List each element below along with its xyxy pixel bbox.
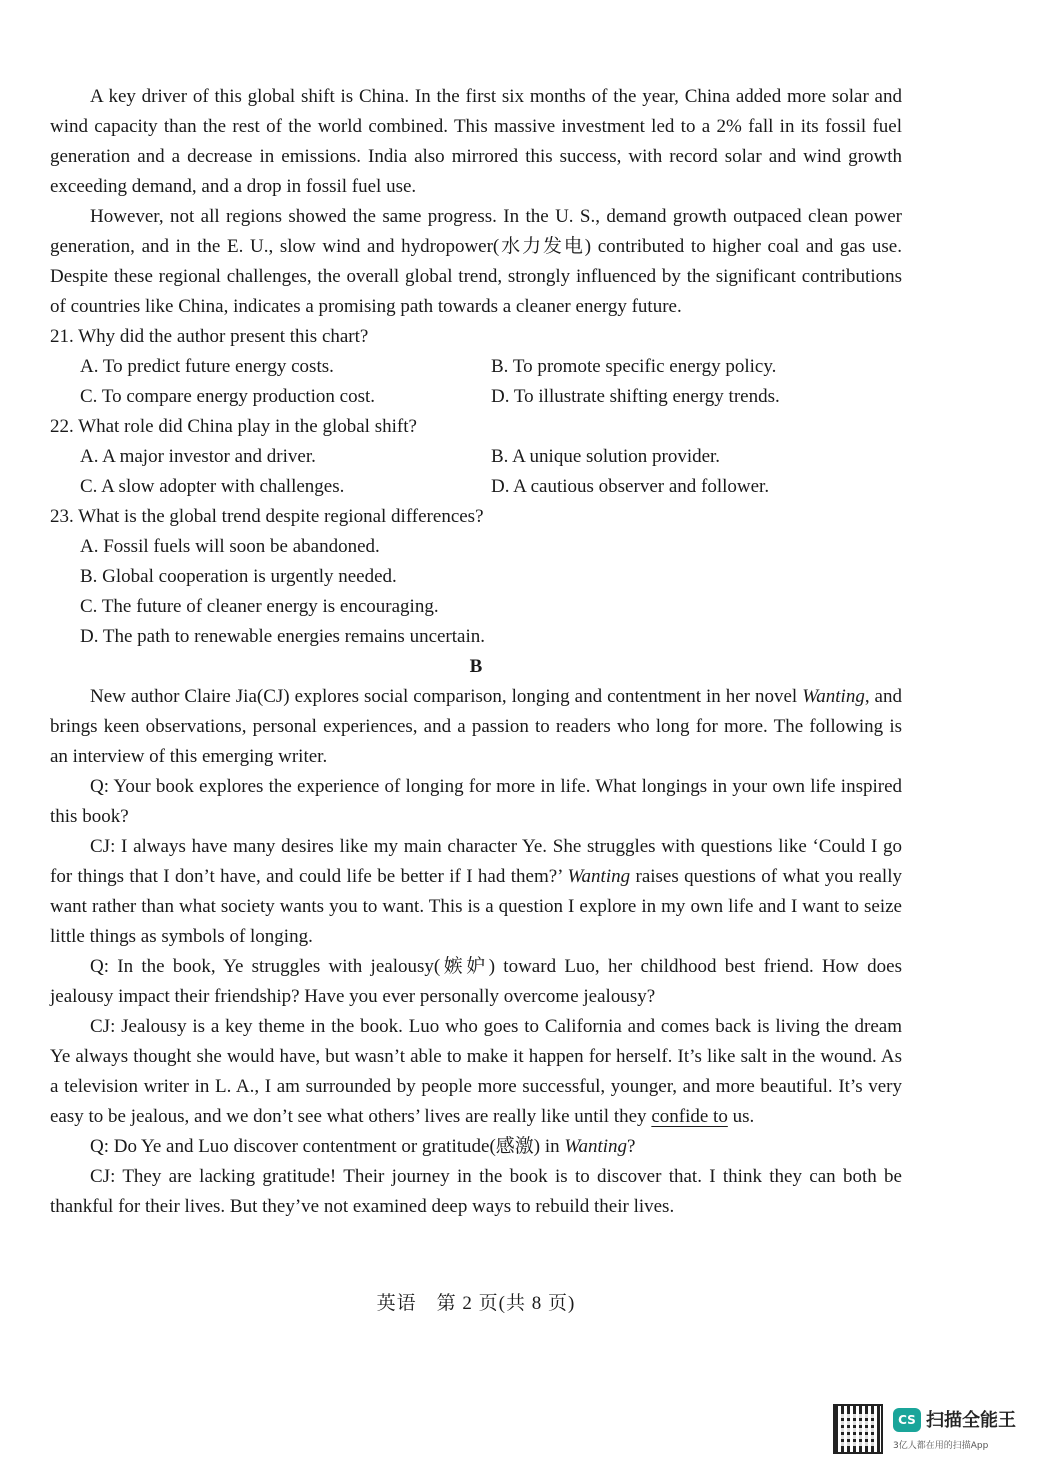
book-title: Wanting bbox=[564, 1136, 628, 1157]
qr-code-icon bbox=[833, 1404, 883, 1454]
passage-b-intro bbox=[50, 682, 902, 772]
book-title: Wanting bbox=[802, 686, 865, 707]
question-stem: 23. What is the global trend despite regional differences? bbox=[50, 506, 484, 527]
answer-text-1: CJ: I always have many desires like my main character Ye. She struggles with questions like ‘Could I go for things that I don’t have, and could life be better if I had them?’ bbox=[50, 836, 902, 887]
watermark-brand: 扫描全能王 bbox=[926, 1410, 1016, 1431]
option-b: B. A unique solution provider. bbox=[491, 446, 721, 467]
question-stem: 22. What role did China play in the global shift? bbox=[50, 416, 417, 437]
scanner-watermark bbox=[833, 1404, 1023, 1456]
answer-text-1: CJ: Jealousy is a key theme in the book. Luo who goes to California and comes back is living the dream Ye always thought she would have, but wasn’t able to make it happen for herself. It’s like salt in the wound. As a television writer in L. A., I am surrounded by people more successful, younger, and more beautiful. It’s very easy to be jealous, and we don’t see what others’ lives are really like until they bbox=[50, 1016, 902, 1127]
option-d: D. A cautious observer and follower. bbox=[491, 476, 770, 497]
option-list bbox=[50, 352, 902, 412]
option-list bbox=[50, 442, 902, 502]
book-title: Wanting bbox=[567, 866, 631, 887]
question-stem: 21. Why did the author present this chart? bbox=[50, 326, 369, 347]
option-a: A. A major investor and driver. bbox=[80, 446, 316, 467]
section-heading: B bbox=[469, 656, 483, 677]
interview-question-3 bbox=[50, 1132, 902, 1162]
question-23 bbox=[50, 502, 902, 652]
passage-a-paragraph-1: A key driver of this global shift is China. In the first six months of the year, China added more solar and wind capacity than the rest of the world combined. This massive investment led to a 2% fall in its fossil fuel generation and a decrease in emissions. India also mirrored this success, with record solar and wind growth exceeding demand, and a drop in fossil fuel use. bbox=[50, 86, 902, 197]
intro-text-2: , and brings keen observations, personal experiences, and a passion to readers who long for more. The following is an interview of this emerging writer. bbox=[50, 686, 902, 767]
option-a: A. To predict future energy costs. bbox=[80, 356, 334, 377]
option-c: C. To compare energy production cost. bbox=[80, 386, 376, 407]
option-d: D. To illustrate shifting energy trends. bbox=[491, 386, 780, 407]
option-a: A. Fossil fuels will soon be abandoned. bbox=[80, 536, 380, 557]
question-text-1: Q: Do Ye and Luo discover contentment or gratitude(感激) in bbox=[90, 1136, 565, 1157]
option-c: C. The future of cleaner energy is encouraging. bbox=[80, 596, 439, 617]
intro-text-1: New author Claire Jia(CJ) explores social comparison, longing and contentment in her novel bbox=[90, 686, 803, 707]
camscanner-logo-icon: CS bbox=[893, 1408, 921, 1432]
page-footer: 英语 第 2 页(共 8 页) bbox=[376, 1293, 576, 1314]
option-d: D. The path to renewable energies remains uncertain. bbox=[80, 626, 486, 647]
option-b: B. To promote specific energy policy. bbox=[491, 356, 777, 377]
answer-text-2: us. bbox=[727, 1106, 755, 1127]
option-b: B. Global cooperation is urgently needed. bbox=[80, 566, 397, 587]
interview-answer-2 bbox=[50, 1012, 902, 1132]
interview-question-2: Q: In the book, Ye struggles with jealousy(嫉妒) toward Luo, her childhood best friend. How does jealousy impact their friendship? Have you ever personally overcome jealousy? bbox=[50, 956, 902, 1007]
question-21 bbox=[50, 322, 902, 412]
question-22 bbox=[50, 412, 902, 502]
underlined-phrase: confide to bbox=[651, 1106, 728, 1127]
option-list bbox=[50, 532, 902, 652]
watermark-tagline: 3亿人都在用的扫描App bbox=[893, 1441, 989, 1451]
interview-answer-1 bbox=[50, 832, 902, 952]
passage-a-paragraph-2: However, not all regions showed the same progress. In the U. S., demand growth outpaced clean power generation, and in the E. U., slow wind and hydropower(水力发电) contributed to higher coal and gas use. Despite these regional challenges, the overall global trend, strongly influenced by the significant contributions of countries like China, indicates a promising path towards a cleaner energy future. bbox=[50, 206, 902, 317]
option-c: C. A slow adopter with challenges. bbox=[80, 476, 345, 497]
interview-question-1: Q: Your book explores the experience of longing for more in life. What longings in your own life inspired this book? bbox=[50, 776, 902, 827]
answer-text-2: raises questions of what you really want rather than what society wants you to want. This is a question I explore in my own life and I want to seize little things as symbols of longing. bbox=[50, 866, 902, 947]
interview-answer-3: CJ: They are lacking gratitude! Their journey in the book is to discover that. I think they can both be thankful for their lives. But they’ve not examined deep ways to rebuild their lives. bbox=[50, 1166, 902, 1217]
question-text-2: ? bbox=[627, 1136, 636, 1157]
exam-page bbox=[50, 82, 902, 1222]
